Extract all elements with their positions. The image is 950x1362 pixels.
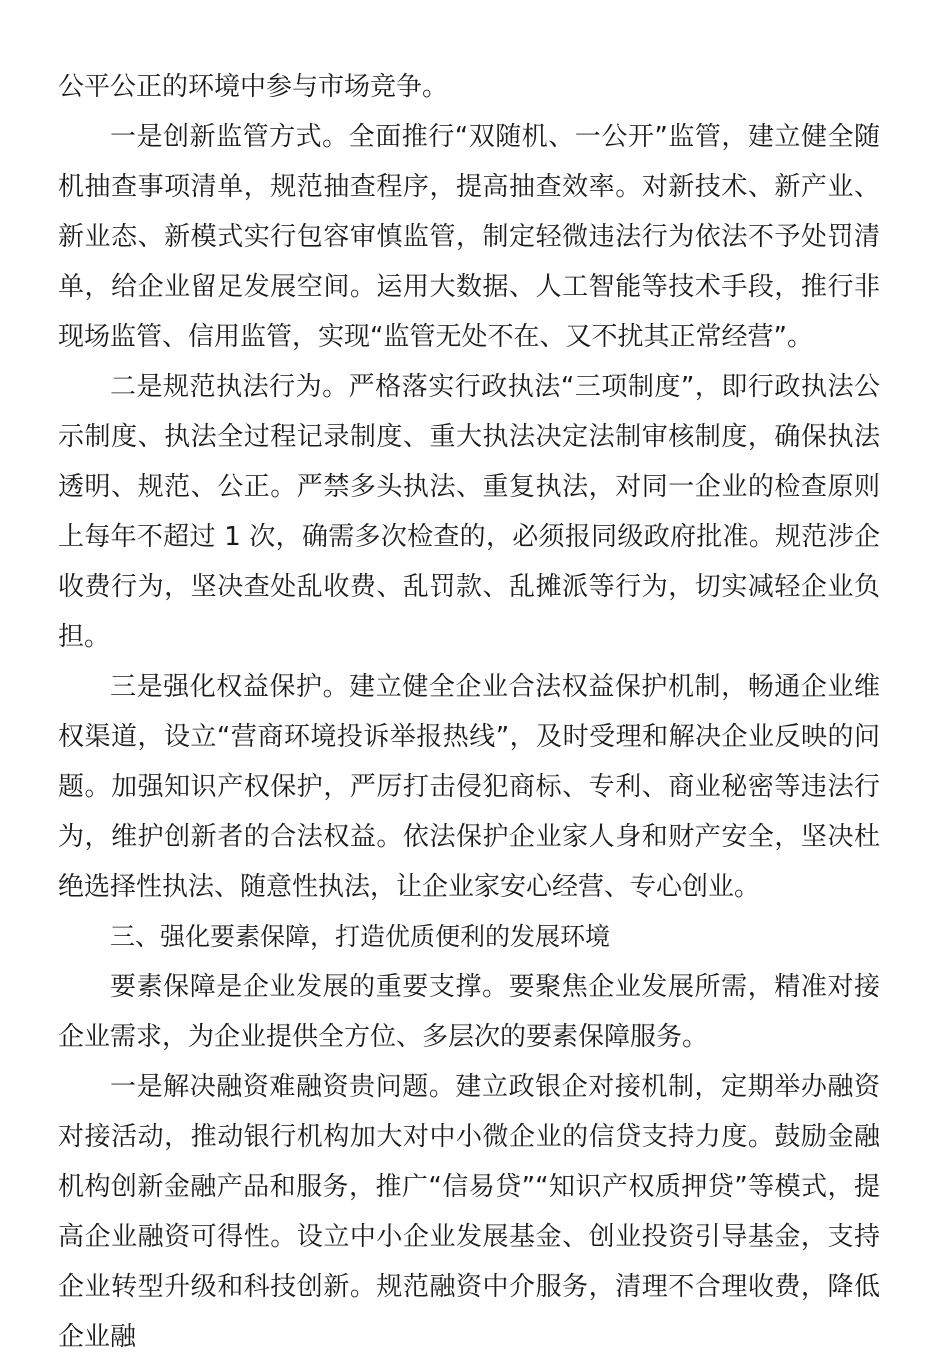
document-body [58, 62, 880, 1362]
paragraph-rights-protection: 三是强化权益保护。建立健全企业合法权益保护机制，畅通企业维权渠道，设立“营商环境投诉举报热线”，及时受理和解决企业反映的问题。加强知识产权保护，严厉打击侵犯商标、专利、商业秘密等违法行为，维护创新者的合法权益。依法保护企业家人身和财产安全，坚决杜绝选择性执法、随意性执法，让企业家安心经营、专心创业。 [58, 672, 880, 902]
paragraph-factor-guarantee: 要素保障是企业发展的重要支撑。要聚焦企业发展所需，精准对接企业需求，为企业提供全方位、多层次的要素保障服务。 [58, 972, 880, 1052]
paragraph-financing: 一是解决融资难融资贵问题。建立政银企对接机制，定期举办融资对接活动，推动银行机构加大对中小微企业的信贷支持力度。鼓励金融机构创新金融产品和服务，推广“信易贷”“知识产权质押贷”等模式，提高企业融资可得性。设立中小企业发展基金、创业投资引导基金，支持企业转型升级和科技创新。规范融资中介服务，清理不合理收费，降低企业融 [58, 1072, 880, 1352]
paragraph-innovate-supervision: 一是创新监管方式。全面推行“双随机、一公开”监管，建立健全随机抽查事项清单，规范抽查程序，提高抽查效率。对新技术、新产业、新业态、新模式实行包容审慎监管，制定轻微违法行为依法不予处罚清单，给企业留足发展空间。运用大数据、人工智能等技术手段，推行非现场监管、信用监管，实现“监管无处不在、又不扰其正常经营”。 [58, 122, 880, 352]
paragraph-regulate-enforcement: 二是规范执法行为。严格落实行政执法“三项制度”，即行政执法公示制度、执法全过程记录制度、重大执法决定法制审核制度，确保执法透明、规范、公正。严禁多头执法、重复执法，对同一企业的检查原则上每年不超过 1 次，确需多次检查的，必须报同级政府批准。规范涉企收费行为，坚决查处乱收费、乱罚款、乱摊派等行为，切实减轻企业负担。 [58, 372, 880, 652]
section-heading: 三、强化要素保障，打造优质便利的发展环境 [110, 922, 611, 951]
paragraph-continuation: 公平公正的环境中参与市场竞争。 [58, 72, 449, 102]
